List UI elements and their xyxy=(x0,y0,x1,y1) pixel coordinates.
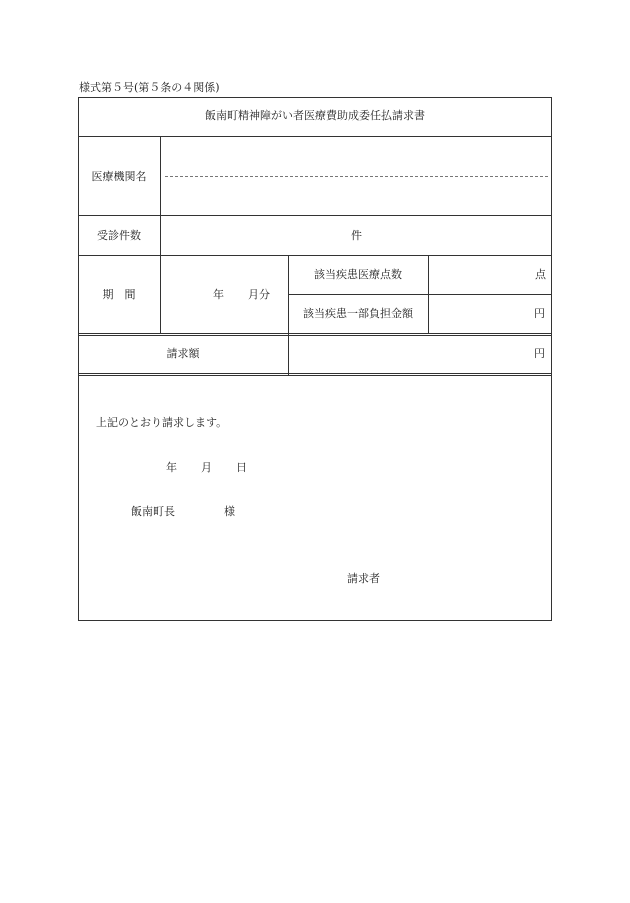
honorific: 様 xyxy=(224,505,235,518)
institution-label: 医療機関名 xyxy=(91,170,147,183)
form-number: 様式第５号(第５条の４関係) xyxy=(79,81,220,94)
period-label: 期 間 xyxy=(102,288,136,301)
copay-unit: 円 xyxy=(534,307,545,320)
divider xyxy=(78,215,552,216)
points-field[interactable] xyxy=(430,257,550,293)
period-year: 年 xyxy=(213,288,224,301)
double-divider xyxy=(78,333,552,336)
period-field[interactable] xyxy=(162,257,286,331)
date-day: 日 xyxy=(236,461,247,474)
divider xyxy=(160,136,161,334)
addressee: 飯南町長 xyxy=(131,505,175,518)
points-label: 該当疾患医療点数 xyxy=(314,268,402,281)
institution-field[interactable] xyxy=(165,176,548,177)
points-unit: 点 xyxy=(535,268,546,281)
claimant-field[interactable] xyxy=(390,566,545,592)
cases-field[interactable] xyxy=(162,217,550,253)
cases-unit: 件 xyxy=(351,229,362,242)
date-month: 月 xyxy=(201,461,212,474)
form-title: 飯南町精神障がい者医療費助成委任払請求書 xyxy=(205,109,425,122)
divider xyxy=(78,255,552,256)
claim-unit: 円 xyxy=(534,347,545,360)
statement-text: 上記のとおり請求します。 xyxy=(96,416,228,429)
claim-label: 請求額 xyxy=(166,347,200,360)
copay-label: 該当疾患一部負担金額 xyxy=(303,307,413,320)
date-year: 年 xyxy=(166,461,177,474)
period-month: 月分 xyxy=(248,288,270,301)
claim-field[interactable] xyxy=(290,337,550,373)
claimant-label: 請求者 xyxy=(347,572,380,585)
divider xyxy=(288,294,552,295)
double-divider xyxy=(78,373,552,376)
divider xyxy=(78,136,552,137)
cases-label: 受診件数 xyxy=(97,229,141,242)
copay-field[interactable] xyxy=(430,296,550,332)
